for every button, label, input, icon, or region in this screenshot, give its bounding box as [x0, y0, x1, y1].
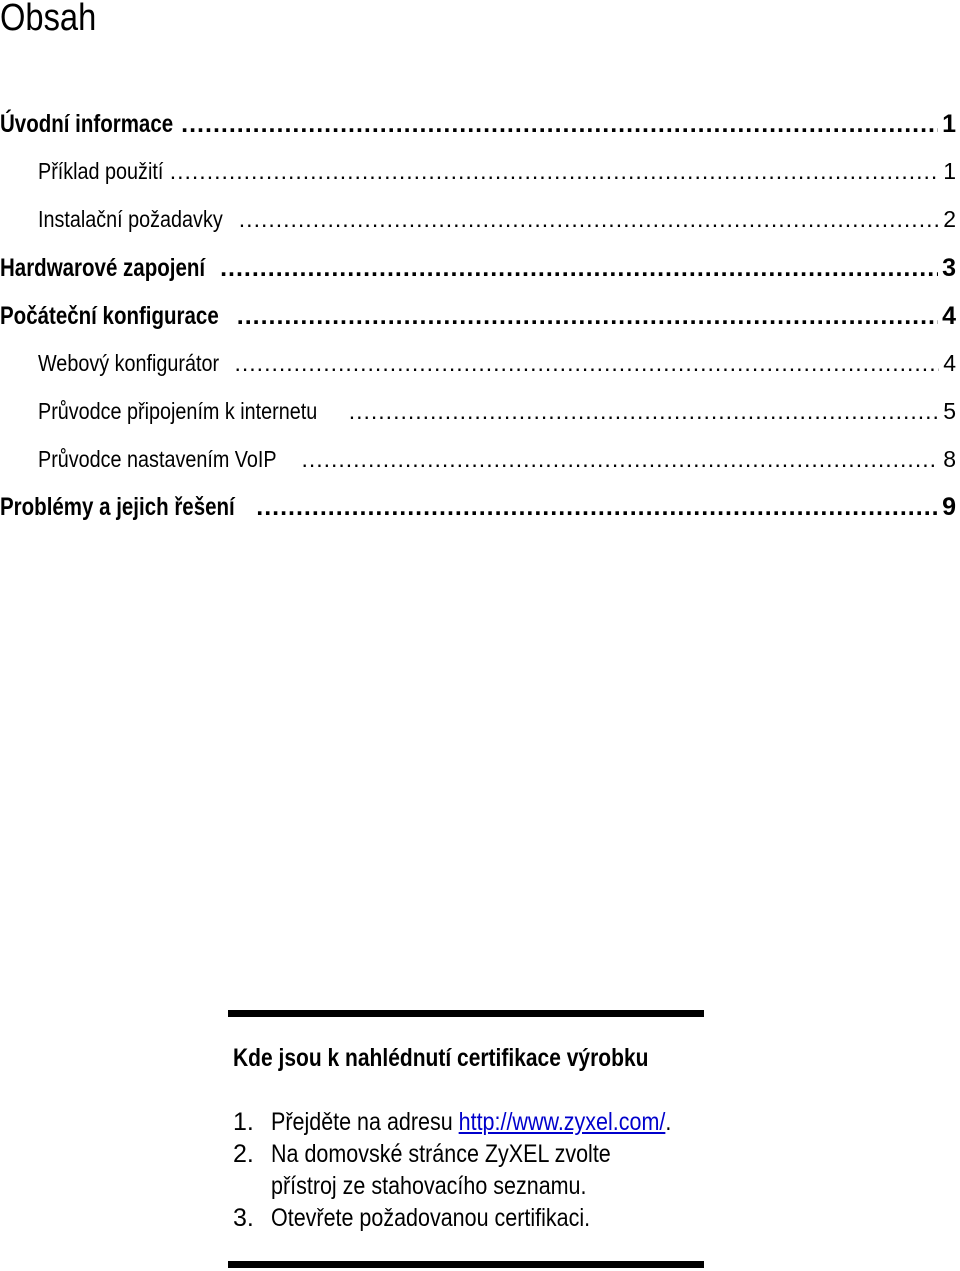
toc-entry-title: Počáteční konfigurace — [0, 302, 219, 330]
toc-entry-page: 8 — [943, 446, 956, 472]
top-divider — [228, 1010, 704, 1017]
toc-entry-page: 3 — [942, 254, 956, 282]
toc-entry-title: Hardwarové zapojení — [0, 254, 206, 282]
toc-entry-title: Webový konfigurátor — [38, 350, 220, 376]
toc-entry-page: 9 — [942, 493, 956, 521]
toc-entry[interactable] — [0, 446, 956, 486]
toc-dot-leader — [170, 158, 939, 185]
toc-entry[interactable] — [0, 110, 956, 150]
toc-entry[interactable] — [0, 254, 956, 294]
list-item — [233, 1106, 703, 1138]
toc-entry-page: 5 — [943, 398, 956, 424]
toc-entry[interactable] — [0, 493, 956, 533]
toc-dot-leader — [235, 350, 940, 377]
toc-entry[interactable] — [0, 206, 956, 246]
bottom-divider — [228, 1261, 704, 1268]
toc-entry-title: Instalační požadavky — [38, 206, 223, 232]
toc-entry-title: Příklad použití — [38, 158, 164, 184]
toc-entry[interactable] — [0, 398, 956, 438]
toc-dot-leader — [239, 206, 939, 233]
page-title: Obsah — [0, 0, 97, 39]
toc-entry[interactable] — [0, 302, 956, 342]
toc-entry-title: Úvodní informace — [0, 110, 174, 138]
certificate-steps-list — [233, 1106, 703, 1234]
step-text-after: . — [665, 1108, 672, 1136]
toc-dot-leader — [181, 110, 938, 139]
toc-dot-leader — [256, 493, 938, 522]
list-item — [233, 1202, 703, 1234]
toc-entry-title: Průvodce nastavením VoIP — [38, 446, 277, 472]
toc-dot-leader — [301, 446, 939, 473]
toc-entry[interactable] — [0, 350, 956, 390]
step-text: Na domovské stránce ZyXEL zvolte přístroj ze stahovacího seznamu. — [271, 1140, 611, 1200]
toc-entry-page: 2 — [943, 206, 956, 232]
step-text: Otevřete požadovanou certifikaci. — [271, 1204, 591, 1232]
step-text-before: Přejděte na adresu — [271, 1108, 459, 1136]
toc-entry-title: Průvodce připojením k internetu — [38, 398, 318, 424]
step-number: 3. — [233, 1204, 254, 1232]
toc-dot-leader — [220, 254, 938, 283]
toc-entry-page: 1 — [942, 110, 956, 138]
toc-dot-leader — [349, 398, 939, 425]
toc-entry-title: Problémy a jejich řešení — [0, 493, 235, 521]
toc-entry-page: 4 — [942, 302, 956, 330]
toc-entry-page: 4 — [943, 350, 956, 376]
toc-entry-page: 1 — [943, 158, 956, 184]
step-number: 1. — [233, 1108, 254, 1136]
toc-dot-leader — [237, 302, 938, 331]
toc-entry[interactable] — [0, 158, 956, 198]
step-number: 2. — [233, 1140, 254, 1168]
certificate-heading: Kde jsou k nahlédnutí certifikace výrobku — [233, 1044, 649, 1072]
zyxel-website-link[interactable]: http://www.zyxel.com/ — [458, 1108, 666, 1136]
step-text — [271, 1106, 701, 1138]
list-item — [233, 1138, 703, 1202]
